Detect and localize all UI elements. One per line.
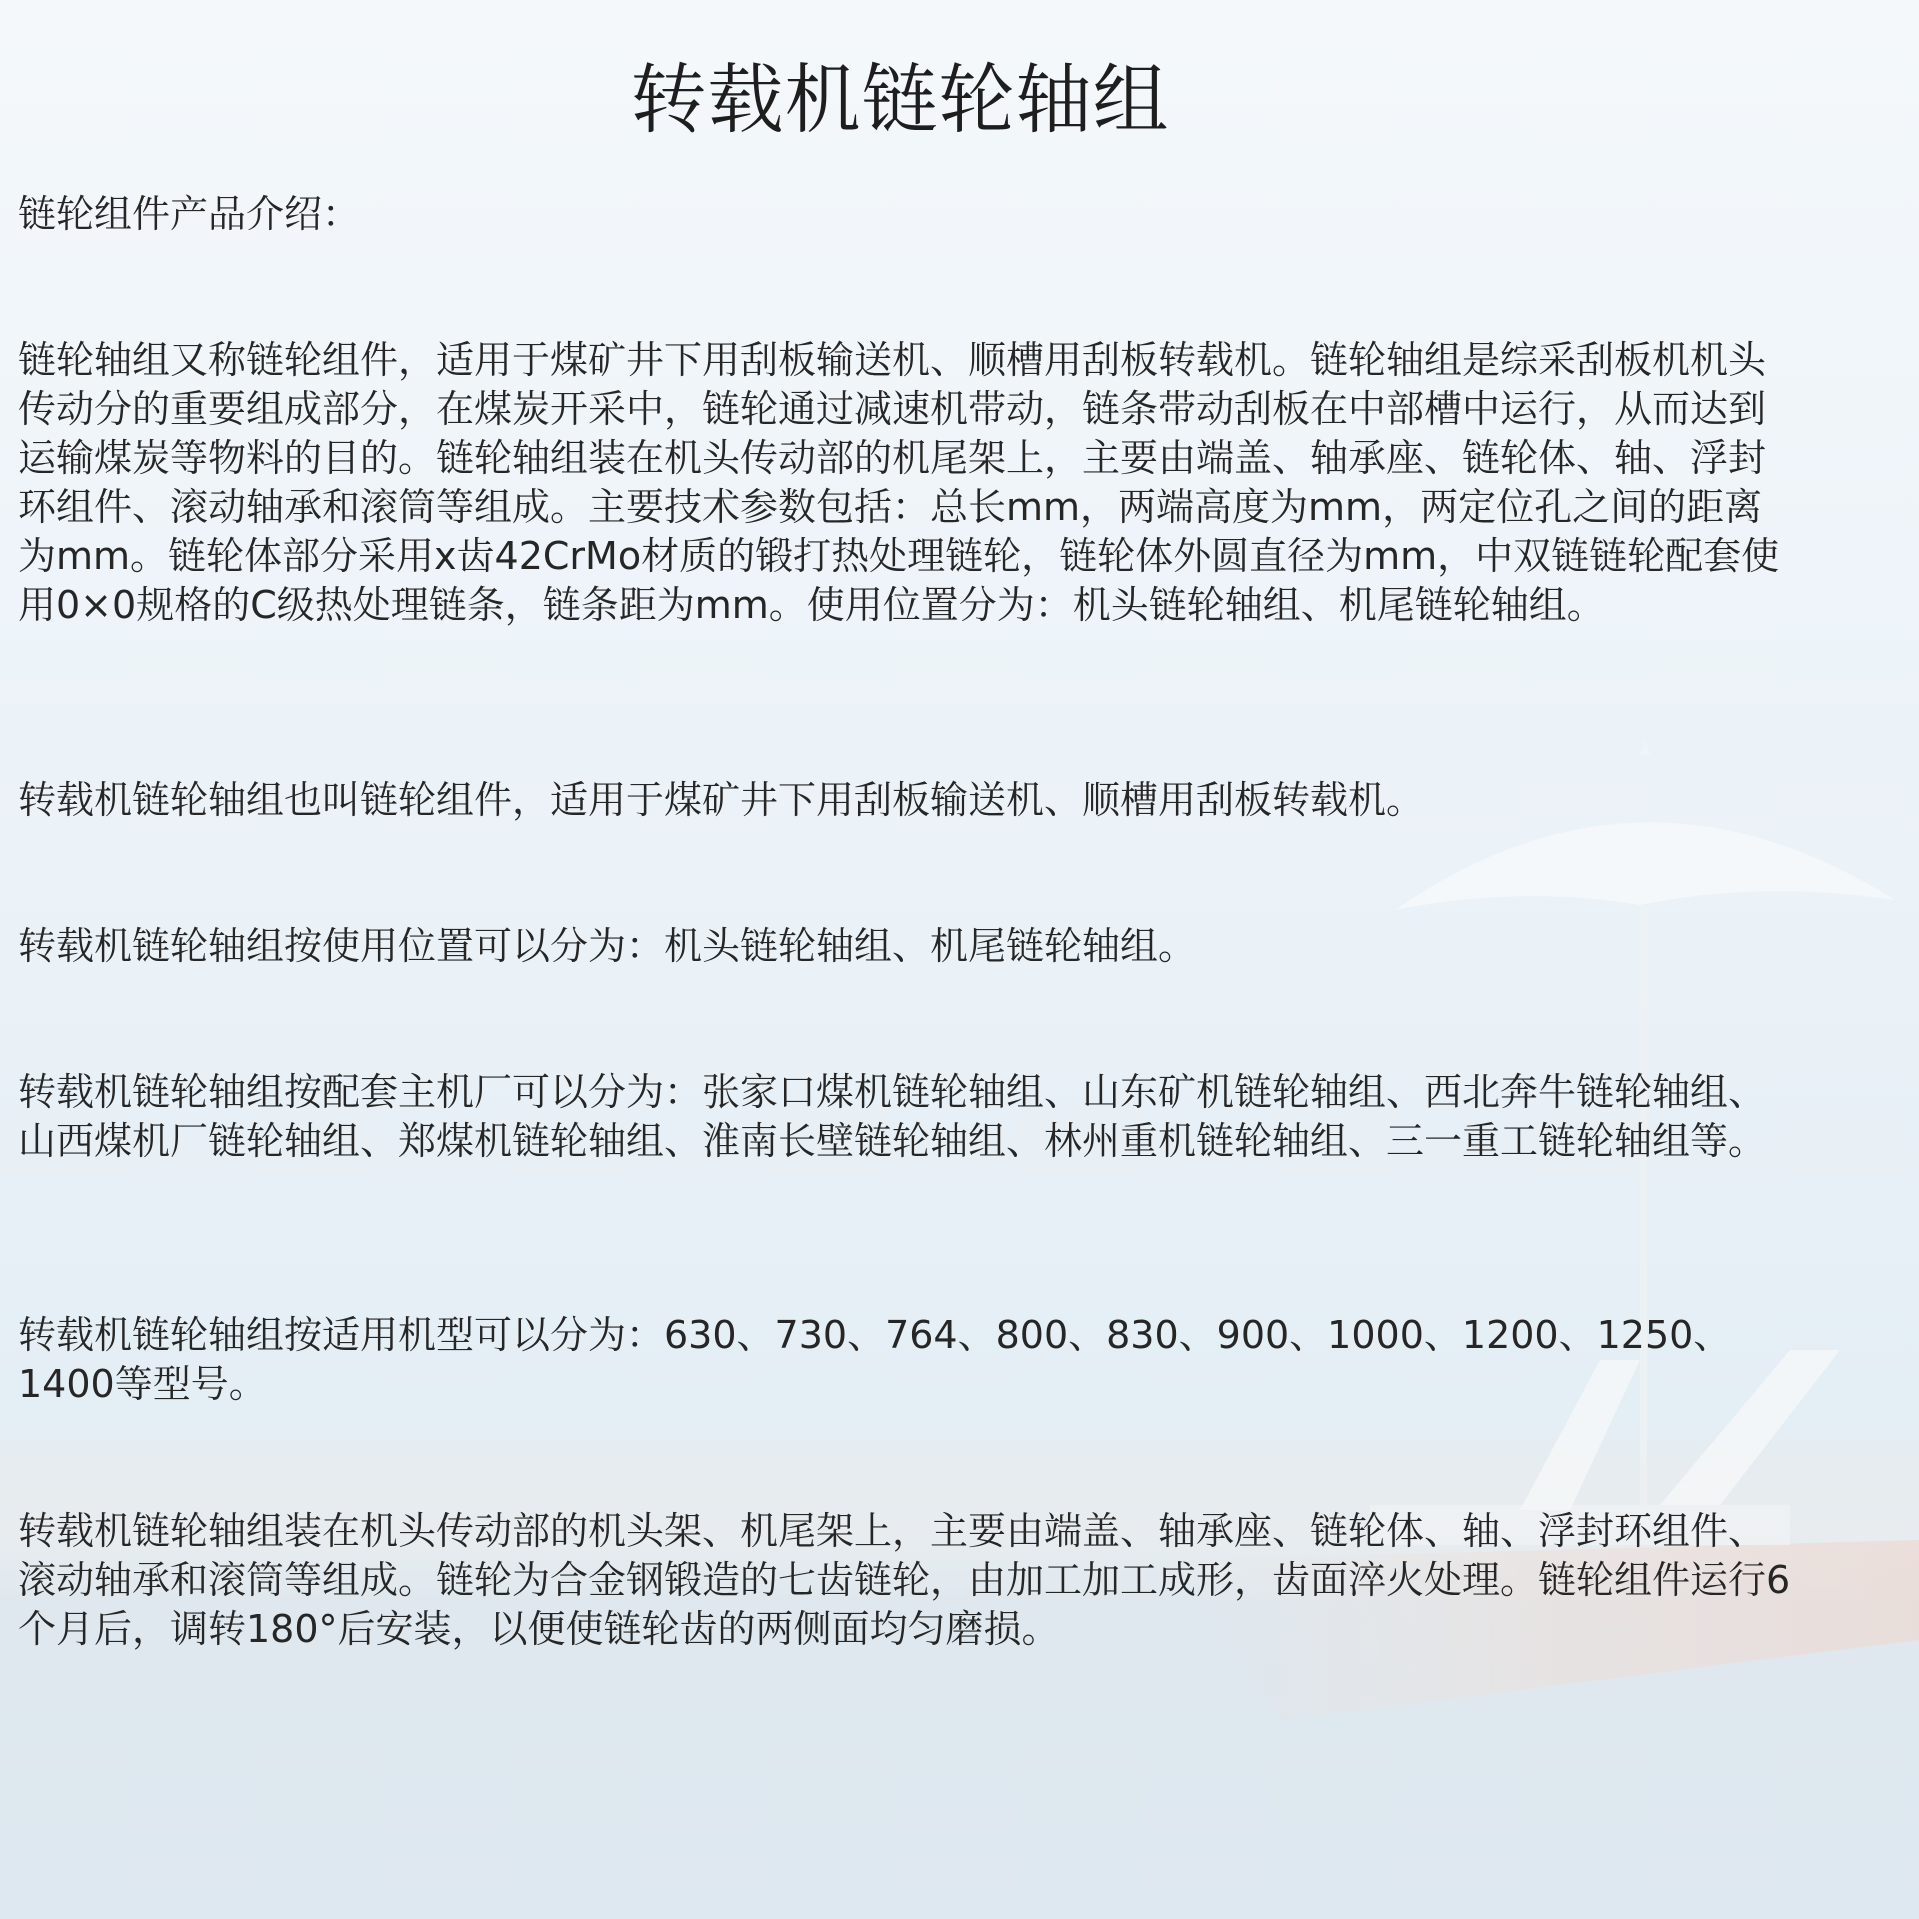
paragraph-by-model: 转载机链轮轴组按适用机型可以分为：630、730、764、800、830、900、1000、1200、1250、1400等型号。 <box>18 1313 1732 1406</box>
page-title: 转载机链轮轴组 <box>630 55 1170 144</box>
paragraph-overview: 链轮轴组又称链轮组件，适用于煤矿井下用刮板输送机、顺槽用刮板转载机。链轮轴组是综采刮板机机头传动分的重要组成部分，在煤炭开采中，链轮通过减速机带动，链条带动刮板在中部槽中运行，从而达到运输煤炭等物料的目的。链轮轴组装在机头传动部的机尾架上，主要由端盖、轴承座、链轮体、轴、浮封环组件、滚动轴承和滚筒等组成。主要技术参数包括：总长mm，两端高度为mm，两定位孔之间的距离为mm。链轮体部分采用x齿42CrMo材质的锻打热处理链轮，链轮体外圆直径为mm，中双链链轮配套使用0×0规格的C级热处理链条，链条距为mm。使用位置分为：机头链轮轴组、机尾链轮轴组。 <box>18 338 1780 627</box>
paragraph-by-manufacturer: 转载机链轮轴组按配套主机厂可以分为：张家口煤机链轮轴组、山东矿机链轮轴组、西北奔牛链轮轴组、山西煤机厂链轮轴组、郑煤机链轮轴组、淮南长壁链轮轴组、林州重机链轮轴组、三一重工链轮轴组等。 <box>18 1070 1767 1163</box>
paragraph-by-position: 转载机链轮轴组按使用位置可以分为：机头链轮轴组、机尾链轮轴组。 <box>18 924 1197 968</box>
paragraph-alias: 转载机链轮轴组也叫链轮组件，适用于煤矿井下用刮板输送机、顺槽用刮板转载机。 <box>18 778 1425 822</box>
intro-heading: 链轮组件产品介绍： <box>18 192 361 236</box>
paragraph-structure: 转载机链轮轴组装在机头传动部的机头架、机尾架上，主要由端盖、轴承座、链轮体、轴、浮封环组件、滚动轴承和滚筒等组成。链轮为合金钢锻造的七齿链轮，由加工加工成形，齿面淬火处理。链轮组件运行6个月后，调转180°后安装，以便使链轮齿的两侧面均匀磨损。 <box>18 1509 1791 1651</box>
